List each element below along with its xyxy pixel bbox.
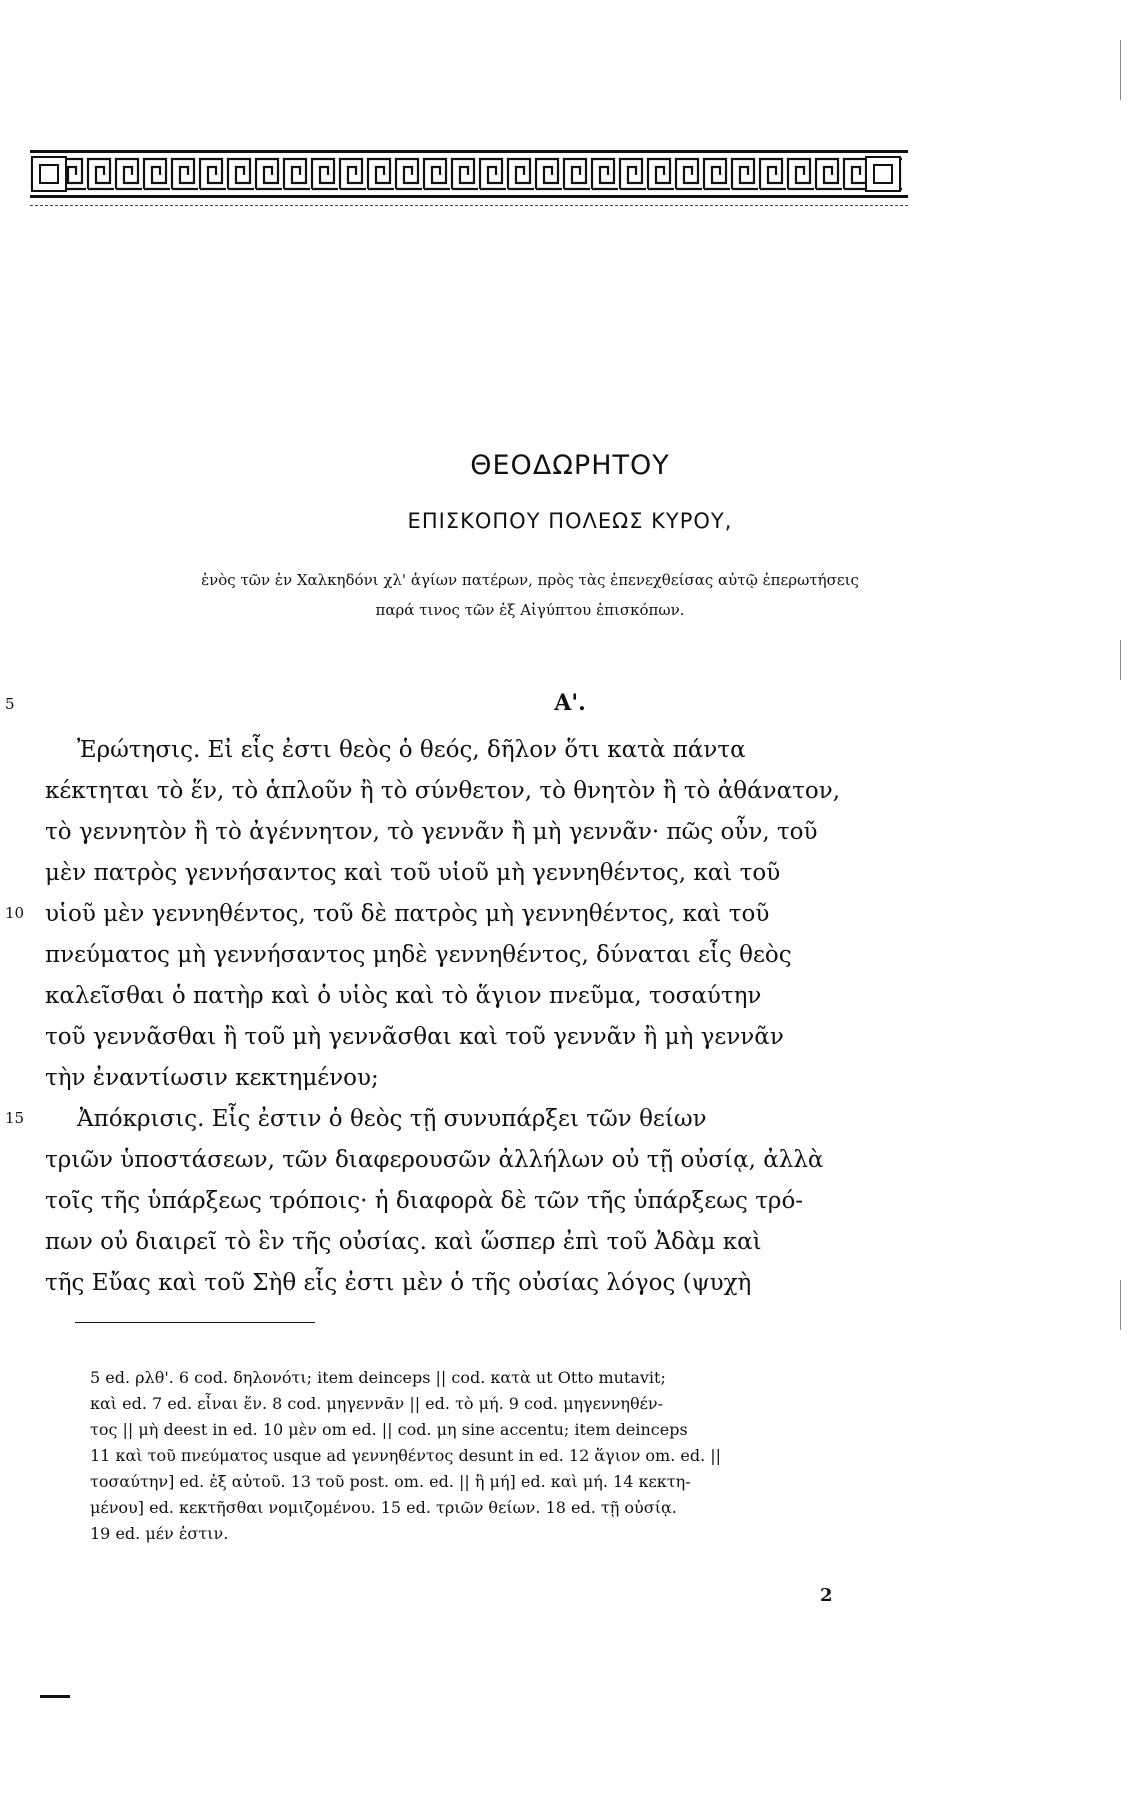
ornament-divider xyxy=(30,205,908,206)
line-number: 15 xyxy=(5,1109,25,1127)
line-number: 5 xyxy=(5,695,15,713)
text-line: τριῶν ὑποστάσεων, τῶν διαφερουσῶν ἀλλήλων οὐ τῇ οὐσίᾳ, ἀλλὰ xyxy=(45,1147,824,1173)
page-subtitle: ΕΠΙΣΚΟΠΟΥ ΠΟΛΕΩΣ ΚΥΡΟΥ, xyxy=(407,509,733,533)
page-number: 2 xyxy=(820,1585,833,1606)
footnote-line: 19 ed. μέν ἐστιν. xyxy=(90,1524,229,1543)
meander-pattern-icon xyxy=(30,153,902,195)
footnotes xyxy=(90,1365,920,1547)
text-line: πνεύματος μὴ γεννήσαντος μηδὲ γεννηθέντος, δύναται εἷς θεὸς xyxy=(45,942,792,968)
text-line: τῆς Εὔας καὶ τοῦ Σὴθ εἷς ἐστι μὲν ὁ τῆς οὐσίας λόγος (ψυχὴ xyxy=(45,1270,752,1296)
text-line: μὲν πατρὸς γεννήσαντος καὶ τοῦ υἱοῦ μὴ γεννηθέντος, καὶ τοῦ xyxy=(45,860,781,886)
text-line: Ἐρώτησις. Εἰ εἷς ἐστι θεὸς ὁ θεός, δῆλον ὅτι κατὰ πάντα xyxy=(77,737,746,763)
binding-mark xyxy=(40,1695,70,1698)
intro-text xyxy=(130,565,930,625)
footnote-divider xyxy=(75,1322,315,1323)
text-line: τοῖς τῆς ὑπάρξεως τρόποις· ἡ διαφορὰ δὲ τῶν τῆς ὑπάρξεως τρό- xyxy=(45,1188,804,1214)
text-line: τὸ γεννητὸν ἢ τὸ ἀγέννητον, τὸ γεννᾶν ἢ μὴ γεννᾶν· πῶς οὖν, τοῦ xyxy=(45,819,818,845)
section-heading: Α'. xyxy=(554,690,586,716)
text-line: καλεῖσθαι ὁ πατὴρ καὶ ὁ υἱὸς καὶ τὸ ἅγιον πνεῦμα, τοσαύτην xyxy=(45,983,762,1009)
greek-key-ornament xyxy=(30,150,908,198)
footnote-line: 11 καὶ τοῦ πνεύματος usque ad γεννηθέντος desunt in ed. 12 ἅγιον om. ed. || xyxy=(90,1446,722,1465)
text-line: Ἀπόκρισις. Εἷς ἐστιν ὁ θεὸς τῇ συνυπάρξει τῶν θείων xyxy=(77,1106,707,1132)
margin-mark-line xyxy=(1120,40,1121,100)
text-line: τοῦ γεννᾶσθαι ἢ τοῦ μὴ γεννᾶσθαι καὶ τοῦ γεννᾶν ἢ μὴ γεννᾶν xyxy=(45,1024,784,1050)
margin-mark-line xyxy=(1120,1280,1121,1330)
main-text xyxy=(45,730,925,1304)
text-line: τὴν ἐναντίωσιν κεκτημένου; xyxy=(45,1065,379,1091)
footnote-line: 5 ed. ρλθ'. 6 cod. δηλονότι; item deinceps || cod. κατὰ ut Otto mutavit; xyxy=(90,1368,666,1387)
text-line: υἱοῦ μὲν γεννηθέντος, τοῦ δὲ πατρὸς μὴ γεννηθέντος, καὶ τοῦ xyxy=(45,901,770,927)
footnote-line: τοσαύτην] ed. ἐξ αὐτοῦ. 13 τοῦ post. om. ed. || ἢ μή] ed. καὶ μή. 14 κεκτη- xyxy=(90,1472,691,1491)
text-line: κέκτηται τὸ ἕν, τὸ ἁπλοῦν ἢ τὸ σύνθετον, τὸ θνητὸν ἢ τὸ ἀθάνατον, xyxy=(45,778,841,804)
margin-mark-line xyxy=(1120,640,1121,680)
text-line: πων οὐ διαιρεῖ τὸ ἓν τῆς οὐσίας. καὶ ὥσπερ ἐπὶ τοῦ Ἀδὰμ καὶ xyxy=(45,1229,762,1255)
footnote-line: καὶ ed. 7 ed. εἶναι ἕν. 8 cod. μηγεννᾶν || ed. τὸ μή. 9 cod. μηγεννηθέν- xyxy=(90,1394,663,1413)
intro-line: ἑνὸς τῶν ἐν Χαλκηδόνι χλ' ἁγίων πατέρων, πρὸς τὰς ἐπενεχθείσας αὐτῷ ἐπερωτήσεις xyxy=(201,571,859,589)
footnote-line: τος || μὴ deest in ed. 10 μὲν om ed. || cod. μη sine accentu; item deinceps xyxy=(90,1420,688,1439)
footnote-line: μένου] ed. κεκτῆσθαι νομιζομένου. 15 ed. τριῶν θείων. 18 ed. τῇ οὐσίᾳ. xyxy=(90,1498,677,1517)
line-number: 10 xyxy=(5,904,25,922)
intro-line: παρά τινος τῶν ἐξ Αἰγύπτου ἐπισκόπων. xyxy=(375,601,685,619)
page-title: ΘΕΟΔΩΡΗΤΟΥ xyxy=(470,450,670,481)
